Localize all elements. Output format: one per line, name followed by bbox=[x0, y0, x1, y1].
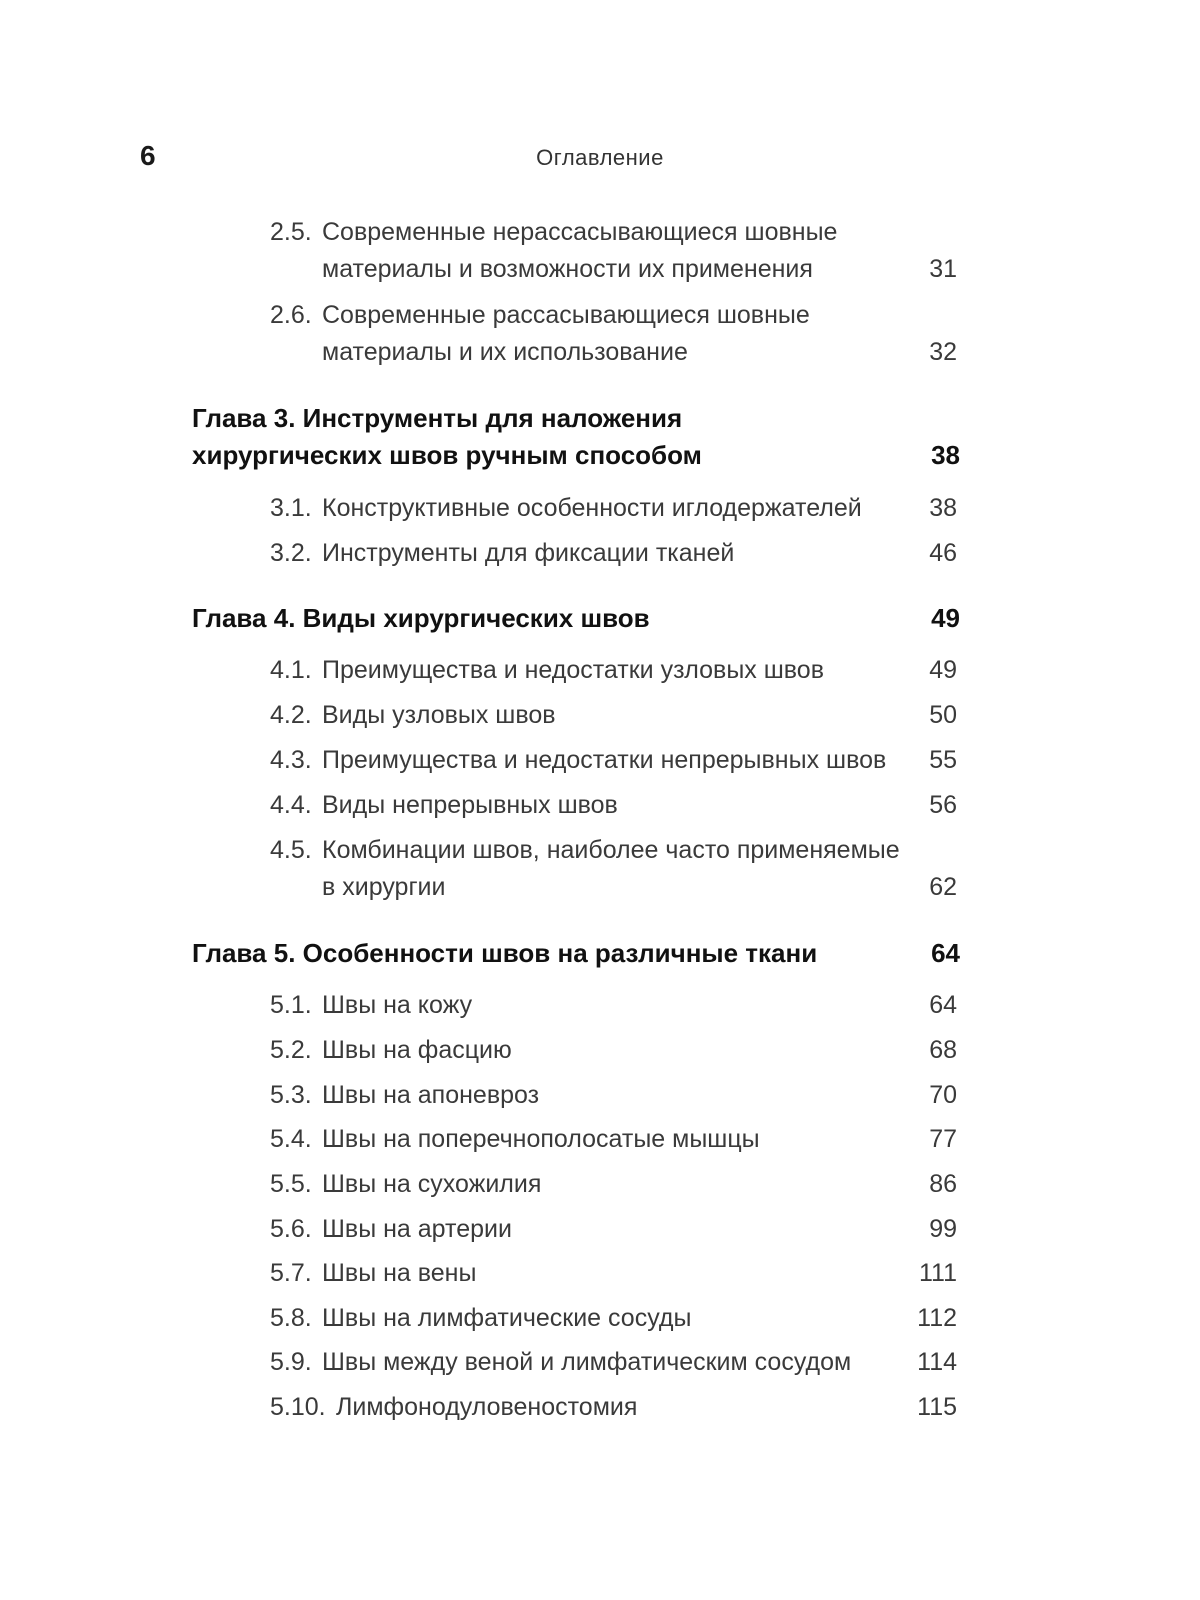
section-title-line: Швы на сухожилия bbox=[322, 1170, 542, 1198]
chapter-page-number: 38 bbox=[931, 440, 960, 470]
section-number: 5.3. bbox=[270, 1081, 312, 1109]
toc-section-entry bbox=[0, 1211, 1200, 1248]
chapter-title-line: Глава 5. Особенности швов на различные ткани bbox=[192, 938, 818, 968]
section-page-number: 46 bbox=[929, 539, 957, 567]
toc-chapter-entry bbox=[0, 935, 1200, 972]
section-title-line: Швы на апоневроз bbox=[322, 1081, 540, 1109]
section-page-number: 114 bbox=[917, 1348, 957, 1376]
toc-section-entry bbox=[0, 697, 1200, 734]
toc-section-entry bbox=[0, 832, 1200, 906]
section-number: 4.2. bbox=[270, 701, 312, 729]
section-page-number: 86 bbox=[929, 1170, 957, 1198]
section-title-line: Виды непрерывных швов bbox=[322, 791, 618, 819]
section-number: 5.7. bbox=[270, 1259, 312, 1287]
toc-section-entry bbox=[0, 1032, 1200, 1069]
running-head: Оглавление bbox=[536, 145, 664, 170]
toc-section-entry bbox=[0, 1166, 1200, 1203]
section-title-line: Преимущества и недостатки узловых швов bbox=[322, 656, 824, 684]
section-title-line: Преимущества и недостатки непрерывных швов bbox=[322, 746, 887, 774]
section-number: 2.5. bbox=[270, 218, 312, 246]
section-page-number: 70 bbox=[929, 1081, 957, 1109]
section-page-number: 55 bbox=[929, 746, 957, 774]
section-number: 5.10. bbox=[270, 1393, 326, 1421]
section-number: 5.6. bbox=[270, 1215, 312, 1243]
section-page-number: 32 bbox=[929, 338, 957, 366]
toc-section-entry bbox=[0, 1300, 1200, 1337]
section-number: 3.1. bbox=[270, 494, 312, 522]
section-title-line: Инструменты для фиксации тканей bbox=[322, 539, 735, 567]
toc-section-entry bbox=[0, 742, 1200, 779]
section-title-line: Швы между веной и лимфатическим сосудом bbox=[322, 1348, 852, 1376]
toc-chapter-entry bbox=[0, 600, 1200, 637]
section-title-line: Современные нерассасывающиеся шовные bbox=[322, 218, 838, 246]
section-title-line: Комбинации швов, наиболее часто применяемые bbox=[322, 836, 900, 864]
section-number: 5.9. bbox=[270, 1348, 312, 1376]
toc-chapter-entry bbox=[0, 400, 1200, 474]
section-page-number: 112 bbox=[917, 1304, 957, 1332]
section-title-line: материалы и возможности их применения bbox=[322, 255, 813, 283]
section-title-line: Швы на лимфатические сосуды bbox=[322, 1304, 692, 1332]
toc-section-entry bbox=[0, 1077, 1200, 1114]
toc-section-entry bbox=[0, 297, 1200, 371]
chapter-page-number: 64 bbox=[931, 938, 960, 968]
toc-section-entry bbox=[0, 535, 1200, 572]
section-page-number: 62 bbox=[929, 873, 957, 901]
toc-section-entry bbox=[0, 1121, 1200, 1158]
section-title-line: Швы на кожу bbox=[322, 991, 473, 1019]
toc-section-entry bbox=[0, 1344, 1200, 1381]
chapter-title-line: Глава 4. Виды хирургических швов bbox=[192, 603, 650, 633]
section-number: 4.5. bbox=[270, 836, 312, 864]
section-page-number: 99 bbox=[929, 1215, 957, 1243]
chapter-title-line: хирургических швов ручным способом bbox=[192, 440, 702, 470]
section-page-number: 50 bbox=[929, 701, 957, 729]
section-number: 5.4. bbox=[270, 1125, 312, 1153]
section-title-line: Лимфонодуловеностомия bbox=[336, 1393, 638, 1421]
toc-section-entry bbox=[0, 1255, 1200, 1292]
section-number: 4.1. bbox=[270, 656, 312, 684]
section-title-line: Конструктивные особенности иглодержателей bbox=[322, 494, 862, 522]
section-page-number: 68 bbox=[929, 1036, 957, 1064]
section-title-line: Современные рассасывающиеся шовные bbox=[322, 301, 810, 329]
section-page-number: 77 bbox=[929, 1125, 957, 1153]
section-number: 3.2. bbox=[270, 539, 312, 567]
section-page-number: 111 bbox=[918, 1259, 957, 1287]
section-number: 5.1. bbox=[270, 991, 312, 1019]
section-page-number: 64 bbox=[929, 991, 957, 1019]
chapter-title-line: Глава 3. Инструменты для наложения bbox=[192, 403, 683, 433]
section-page-number: 56 bbox=[929, 791, 957, 819]
toc-section-entry bbox=[0, 1389, 1200, 1426]
section-page-number: 49 bbox=[929, 656, 957, 684]
toc-section-entry bbox=[0, 652, 1200, 689]
section-title-line: материалы и их использование bbox=[322, 338, 688, 366]
section-title-line: Швы на фасцию bbox=[322, 1036, 512, 1064]
section-title-line: Швы на вены bbox=[322, 1259, 477, 1287]
section-title-line: в хирургии bbox=[322, 873, 446, 901]
section-page-number: 38 bbox=[929, 494, 957, 522]
section-number: 4.3. bbox=[270, 746, 312, 774]
section-number: 5.2. bbox=[270, 1036, 312, 1064]
section-title-line: Виды узловых швов bbox=[322, 701, 556, 729]
page-number: 6 bbox=[140, 140, 156, 171]
toc-section-entry bbox=[0, 214, 1200, 288]
toc-section-entry bbox=[0, 787, 1200, 824]
section-number: 5.8. bbox=[270, 1304, 312, 1332]
section-page-number: 115 bbox=[917, 1393, 957, 1421]
section-number: 4.4. bbox=[270, 791, 312, 819]
chapter-page-number: 49 bbox=[931, 603, 960, 633]
section-title-line: Швы на артерии bbox=[322, 1215, 512, 1243]
toc-section-entry bbox=[0, 987, 1200, 1024]
section-page-number: 31 bbox=[929, 255, 957, 283]
section-number: 5.5. bbox=[270, 1170, 312, 1198]
section-title-line: Швы на поперечнополосатые мышцы bbox=[322, 1125, 760, 1153]
toc-section-entry bbox=[0, 490, 1200, 527]
section-number: 2.6. bbox=[270, 301, 312, 329]
